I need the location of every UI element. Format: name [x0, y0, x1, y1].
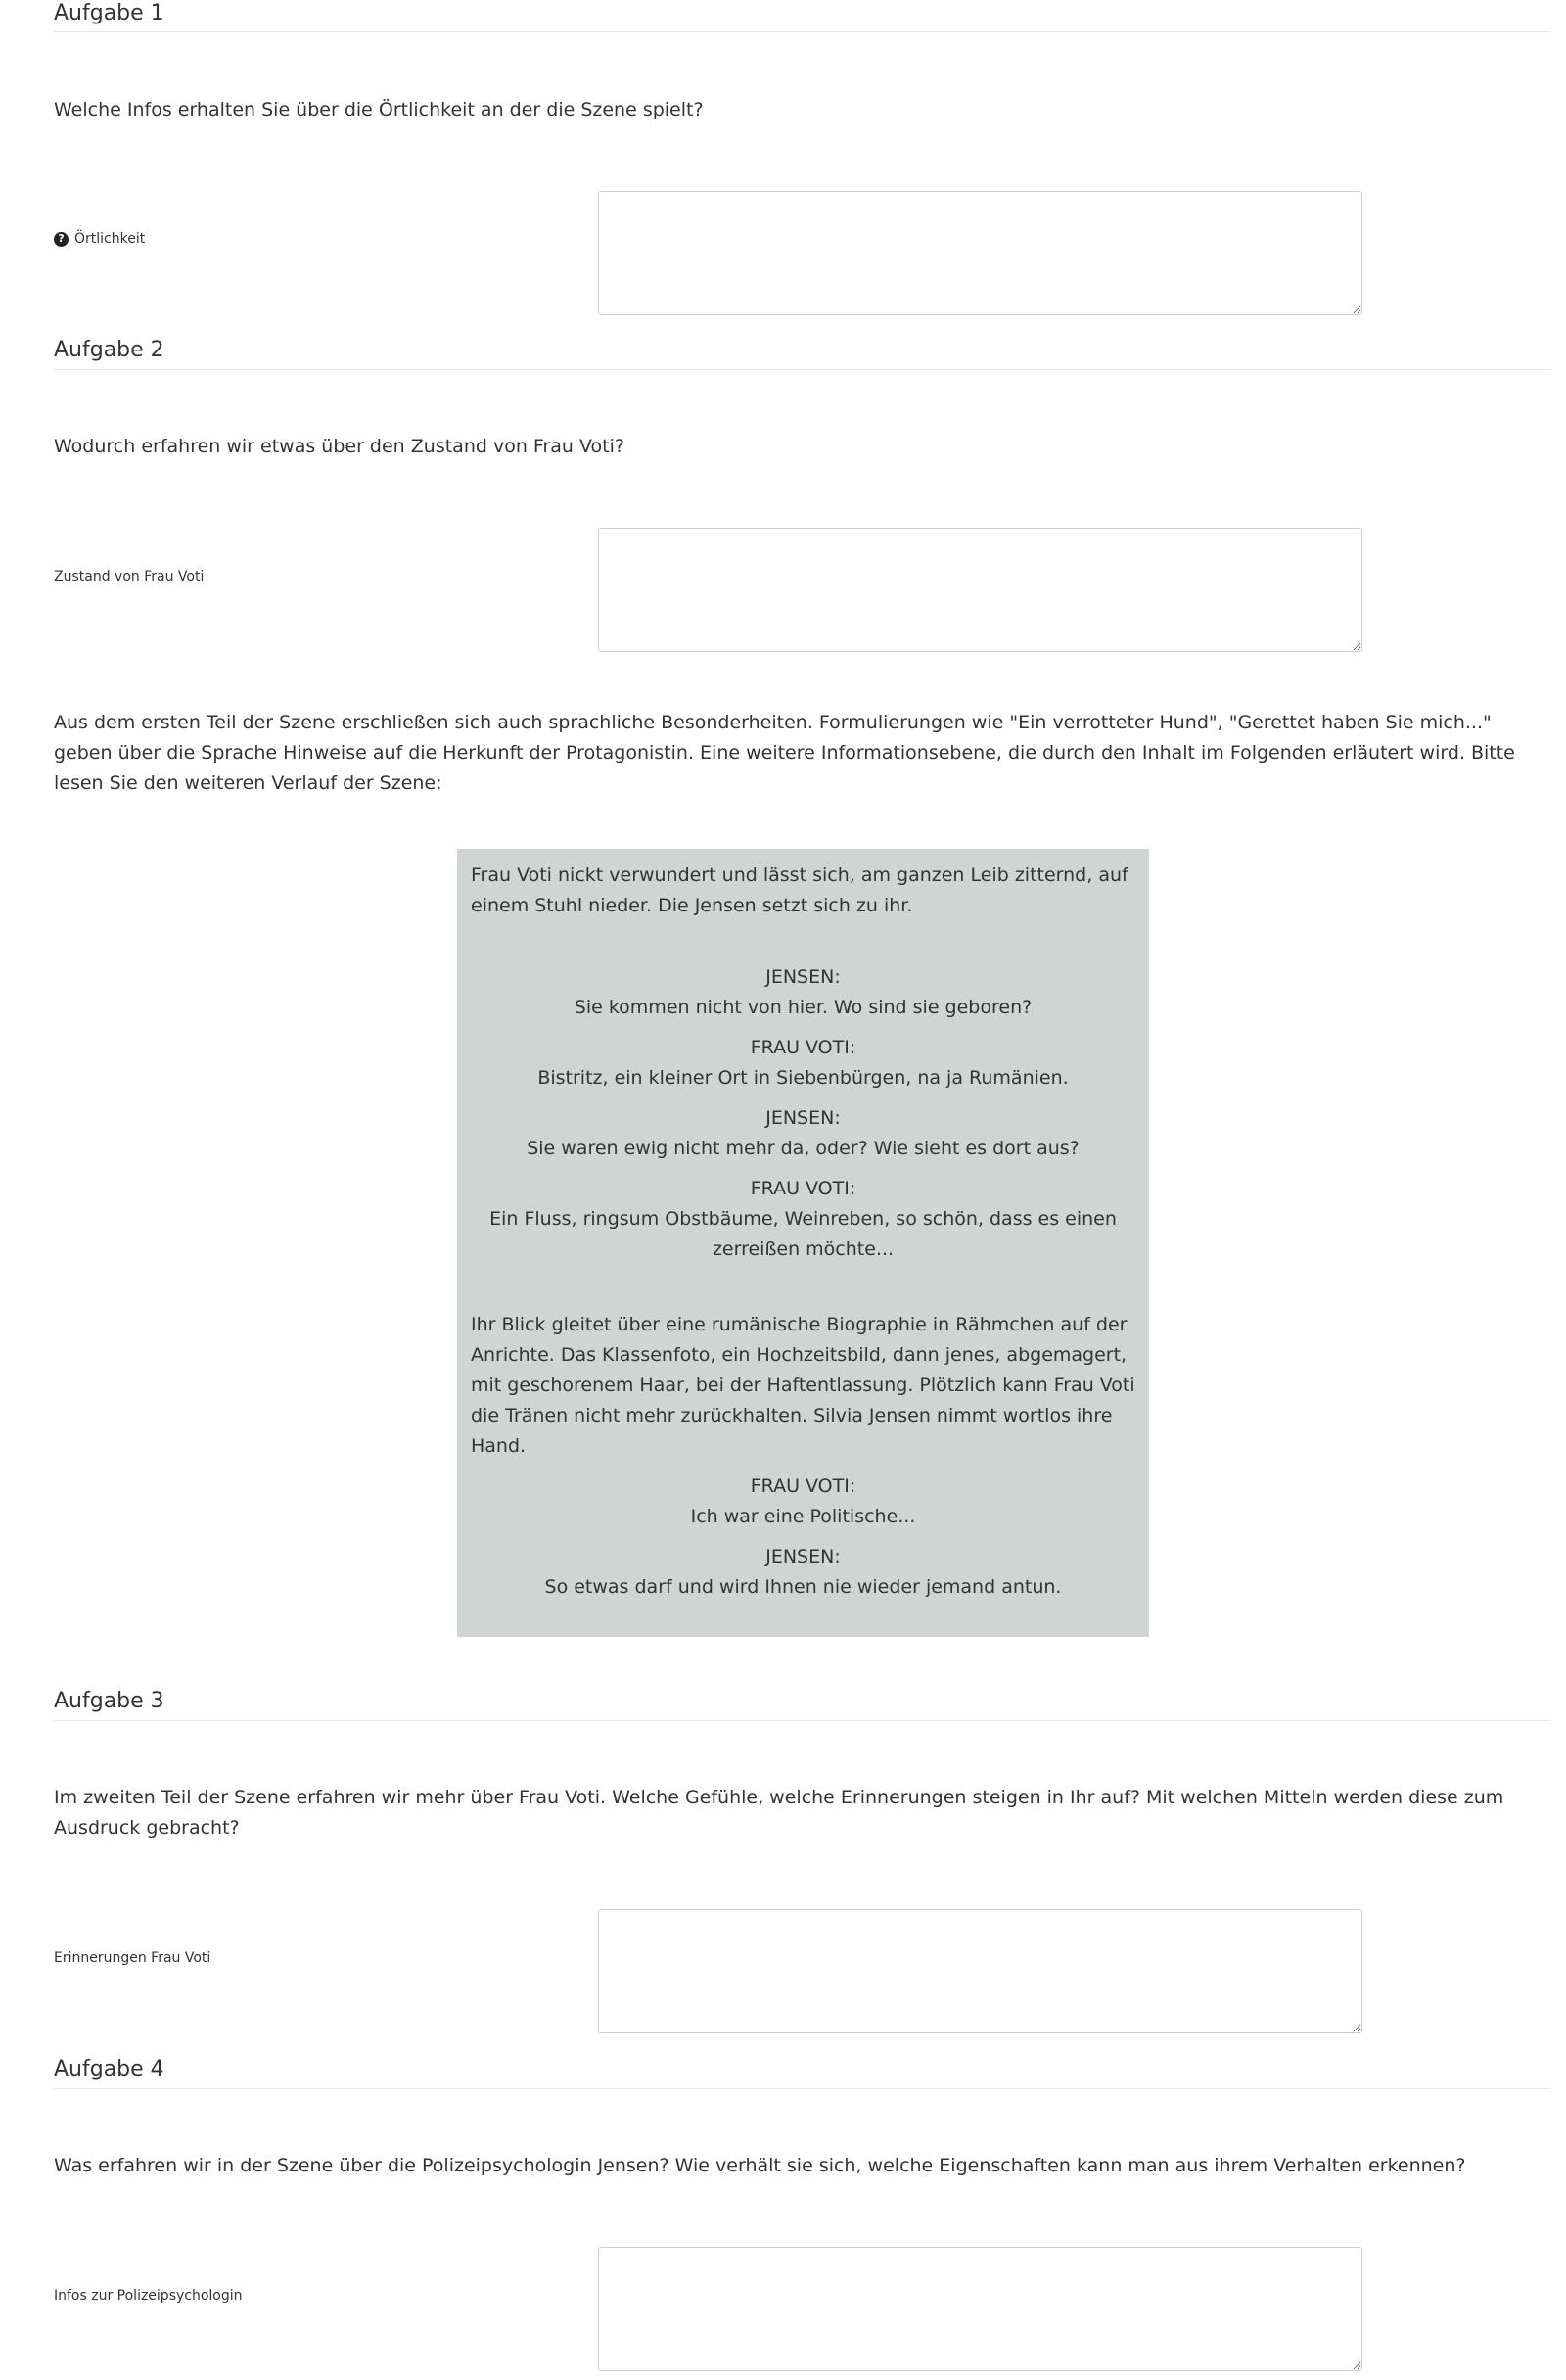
task-2-question: Wodurch erfahren wir etwas über den Zustand von Frau Voti?	[54, 436, 624, 457]
speaker: FRAU VOTI:	[750, 1475, 856, 1497]
task-4-label	[54, 2286, 243, 2306]
line-text: Ich war eine Politische...	[690, 1506, 916, 1527]
divider	[54, 369, 1551, 370]
speaker: FRAU VOTI:	[750, 1037, 856, 1058]
scene-part-1	[457, 849, 1149, 1285]
scene-part-2	[457, 1285, 1149, 1637]
task-2-heading: Aufgabe 2	[54, 338, 164, 362]
task-3-heading: Aufgabe 3	[54, 1689, 164, 1713]
line-text: Sie kommen nicht von hier. Wo sind sie geboren?	[574, 997, 1033, 1018]
dialogue-line	[471, 1103, 1135, 1164]
line-text: Sie waren ewig nicht mehr da, oder? Wie sieht es dort aus?	[527, 1138, 1080, 1159]
zustand-textarea[interactable]	[598, 528, 1362, 652]
task-4-label-text: Infos zur Polizeipsychologin	[54, 2288, 243, 2304]
speaker: JENSEN:	[765, 1546, 841, 1567]
erinnerungen-textarea[interactable]	[598, 1909, 1362, 2033]
line-text: So etwas darf und wird Ihnen nie wieder jemand antun.	[544, 1576, 1062, 1598]
intro-paragraph: Aus dem ersten Teil der Szene erschließen sich auch sprachliche Besonderheiten. Formulierungen wie "Ein verrotteter Hund", "Gerettet haben Sie mich..." geben über die Sprache Hinweise auf die Herkunft der Protagonistin. Eine weitere Informationsebene, die durch den Inhalt im Folgenden erläutert wird. Bitte lesen Sie den weiteren Verlauf der Szene:	[54, 712, 1515, 794]
task-1-heading: Aufgabe 1	[54, 1, 164, 25]
line-text: Ein Fluss, ringsum Obstbäume, Weinreben, so schön, dass es einen zerreißen möchte...	[489, 1208, 1117, 1260]
help-icon[interactable]: ?	[54, 232, 69, 247]
divider	[54, 2088, 1551, 2089]
task-4-question: Was erfahren wir in der Szene über die Polizeipsychologin Jensen? Wie verhält sie sich, welche Eigenschaften kann man aus ihrem Verhalten erkennen?	[54, 2155, 1466, 2176]
polizeipsychologin-textarea[interactable]	[598, 2247, 1362, 2371]
stage-direction: Ihr Blick gleitet über eine rumänische Biographie in Rähmchen auf der Anrichte. Das Klassenfoto, ein Hochzeitsbild, dann jenes, abgemagert, mit geschorenem Haar, bei der Haftentlassung. Plötzlich kann Frau Voti die Tränen nicht mehr zurückhalten. Silvia Jensen nimmt wortlos ihre Hand.	[471, 1314, 1135, 1457]
dialogue-line	[471, 1471, 1135, 1532]
speaker: FRAU VOTI:	[750, 1178, 856, 1199]
task-4-heading: Aufgabe 4	[54, 2057, 164, 2081]
stage-direction: Frau Voti nickt verwundert und lässt sich, am ganzen Leib zitternd, auf einem Stuhl nieder. Die Jensen setzt sich zu ihr.	[471, 864, 1128, 916]
ortlichkeit-textarea[interactable]	[598, 191, 1362, 315]
speaker: JENSEN:	[765, 1107, 841, 1129]
task-2-label-text: Zustand von Frau Voti	[54, 569, 205, 584]
divider	[54, 31, 1551, 32]
task-1-label-text: Örtlichkeit	[74, 231, 146, 247]
task-1-question: Welche Infos erhalten Sie über die Örtlichkeit an der die Szene spielt?	[54, 99, 704, 120]
task-1-label	[54, 229, 145, 249]
task-3-label	[54, 1948, 210, 1968]
line-text: Bistritz, ein kleiner Ort in Siebenbürgen, na ja Rumänien.	[537, 1067, 1069, 1089]
task-3-question: Im zweiten Teil der Szene erfahren wir mehr über Frau Voti. Welche Gefühle, welche Erinnerungen steigen in Ihr auf? Mit welchen Mitteln werden diese zum Ausdruck gebracht?	[54, 1787, 1504, 1839]
divider	[54, 1720, 1551, 1721]
speaker: JENSEN:	[765, 966, 841, 988]
task-2-label	[54, 567, 204, 586]
dialogue-line	[471, 1542, 1135, 1603]
dialogue-line	[471, 962, 1135, 1023]
dialogue-line	[471, 1033, 1135, 1094]
task-3-label-text: Erinnerungen Frau Voti	[54, 1950, 211, 1966]
dialogue-line	[471, 1174, 1135, 1265]
